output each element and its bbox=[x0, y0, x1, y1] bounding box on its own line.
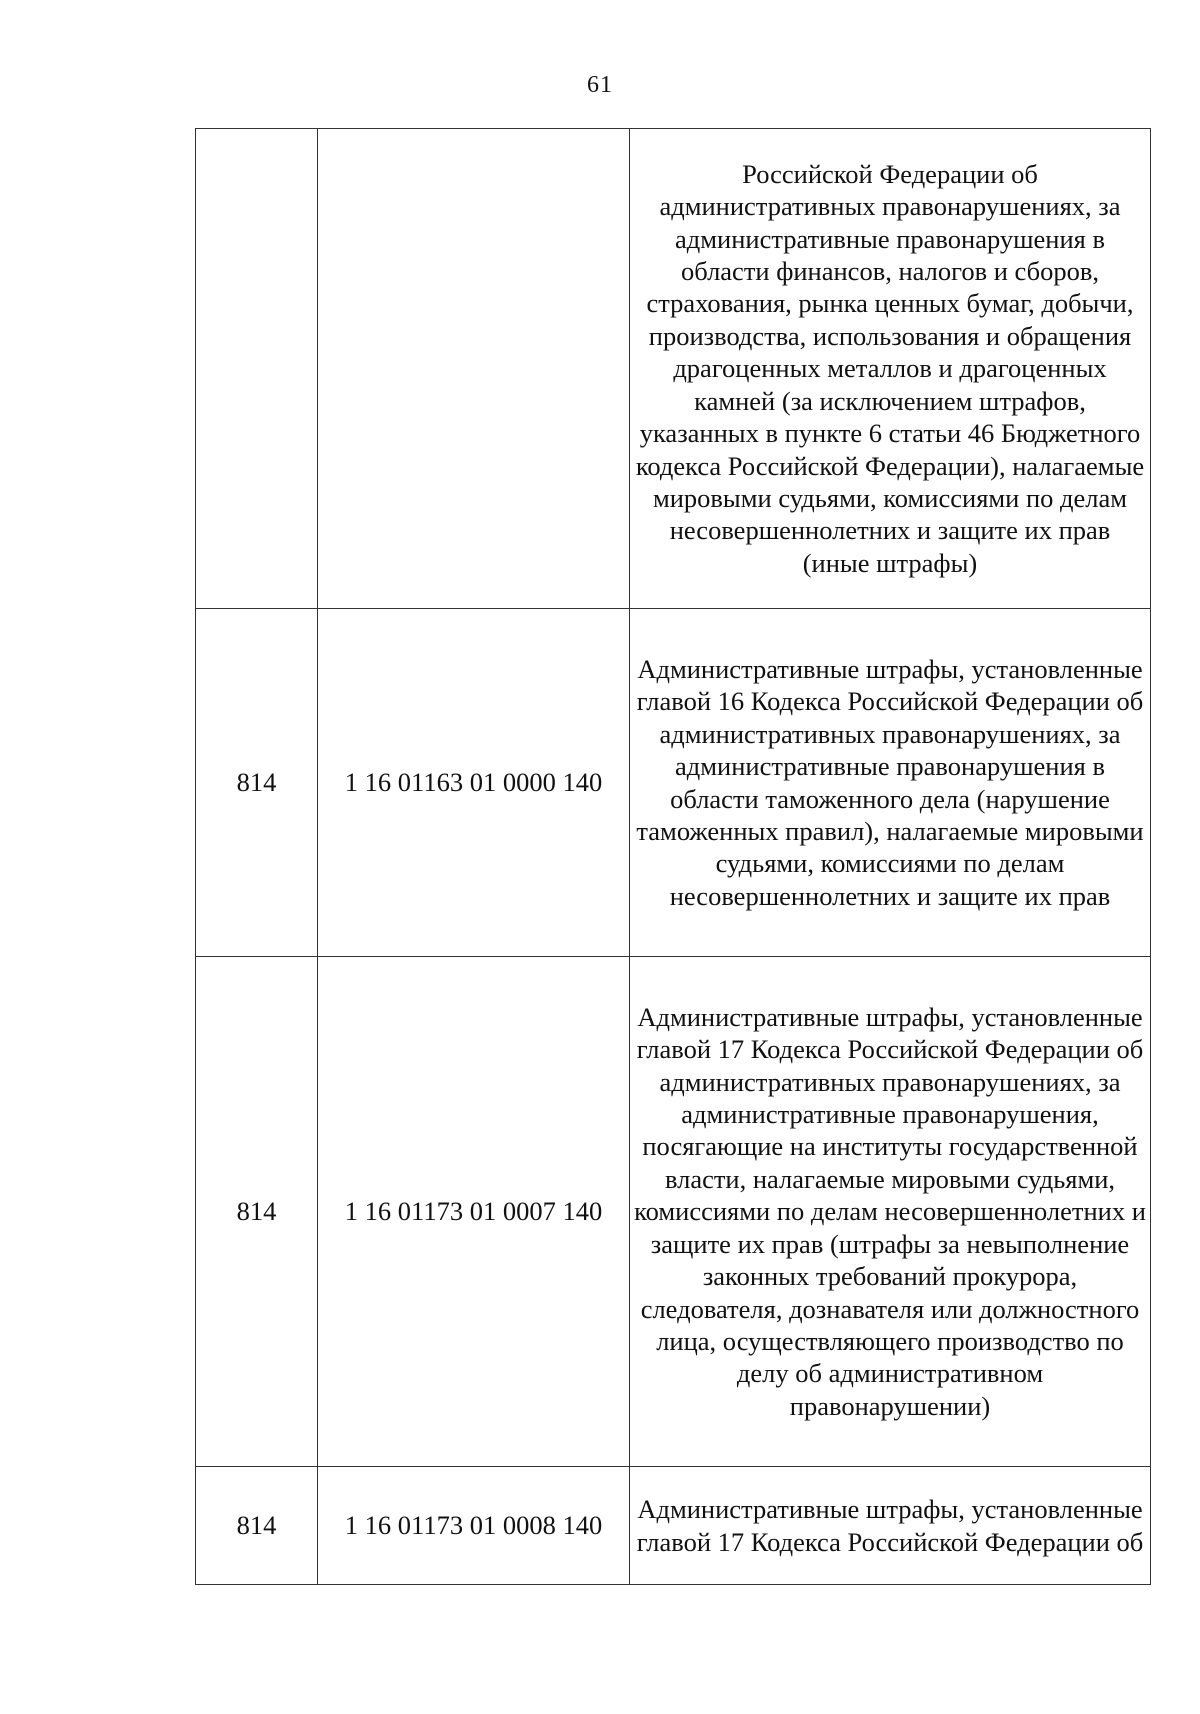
admin-code-cell: 814 bbox=[196, 957, 318, 1467]
description-cell bbox=[630, 609, 1151, 957]
page-number: 61 bbox=[587, 72, 613, 98]
description-cell bbox=[630, 1467, 1151, 1585]
admin-code-cell bbox=[196, 129, 318, 609]
table-row bbox=[196, 957, 1151, 1467]
budget-code-cell: 1 16 01173 01 0008 140 bbox=[318, 1467, 630, 1585]
description-text: Административные штрафы, установленные главой 17 Кодекса Российской Федерации об bbox=[636, 1494, 1144, 1557]
description-text: Административные штрафы, установленные главой 17 Кодекса Российской Федерации об административных правонарушениях, за административные правонарушения, посягающие на институты государственной власти, налагаемые мировыми судьями, комиссиями по делам несовершеннолетних и защите их прав (штрафы за невыполнение законных требований прокурора, следователя, дознавателя или должностного лица, осуществляющего производство по делу об административном правонарушении) bbox=[634, 1001, 1146, 1421]
admin-code-cell: 814 bbox=[196, 1467, 318, 1585]
table-row bbox=[196, 609, 1151, 957]
table-row bbox=[196, 129, 1151, 609]
budget-classification-table bbox=[195, 128, 1151, 1585]
table-row bbox=[196, 1467, 1151, 1585]
description-text: Российской Федерации об административных правонарушениях, за административные правонарушения в области финансов, налогов и сборов, страхования, рынка ценных бумаг, добычи, производства, использования и обращения драгоценных металлов и драгоценных камней (за исключением штрафов, указанных в пункте 6 статьи 46 Бюджетного кодекса Российской Федерации), налагаемые мировыми судьями, комиссиями по делам несовершеннолетних и защите их прав (иные штрафы) bbox=[635, 158, 1145, 578]
budget-code-cell: 1 16 01163 01 0000 140 bbox=[318, 609, 630, 957]
admin-code-cell: 814 bbox=[196, 609, 318, 957]
description-cell bbox=[630, 957, 1151, 1467]
description-cell bbox=[630, 129, 1151, 609]
budget-code-cell bbox=[318, 129, 630, 609]
description-text: Административные штрафы, установленные главой 16 Кодекса Российской Федерации об административных правонарушениях, за административные правонарушения в области таможенного дела (нарушение таможенных правил), налагаемые мировыми судьями, комиссиями по делам несовершеннолетних и защите их прав bbox=[636, 653, 1144, 911]
budget-code-cell: 1 16 01173 01 0007 140 bbox=[318, 957, 630, 1467]
